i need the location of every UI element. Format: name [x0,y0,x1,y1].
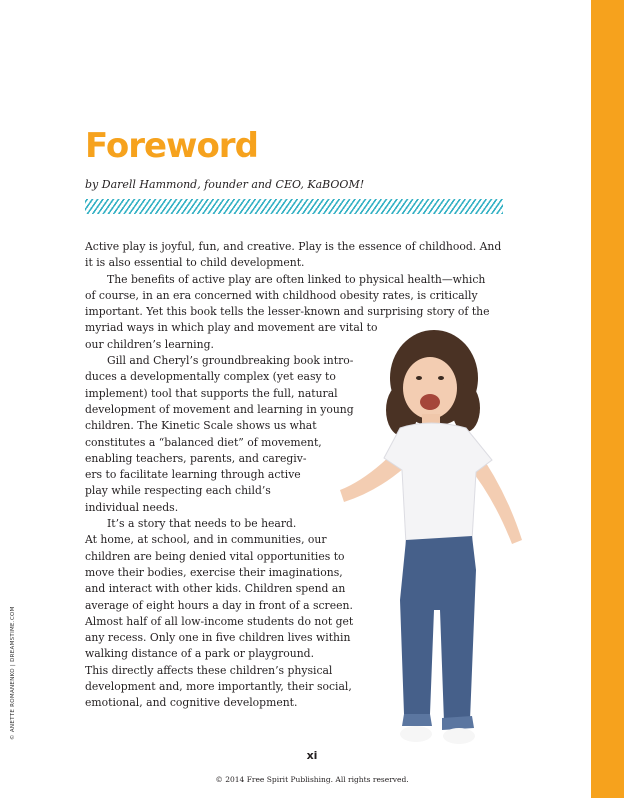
paragraph-line: This directly affects these children’s physical [85,663,333,677]
decorative-hatch-rule [85,199,503,214]
paragraph-line: enabling teachers, parents, and caregiv- [85,451,307,465]
paragraph-line: development of movement and learning in young [85,402,354,416]
paragraph-line: any recess. Only one in five children lives within [85,631,351,645]
paragraph-line: implement) tool that supports the full, natural [85,386,338,400]
paragraph-line: constitutes a “balanced diet” of movement, [85,435,322,449]
byline: by Darell Hammond, founder and CEO, KaBOOM! [85,178,365,191]
paragraph-line: it is also essential to child development. [85,256,305,270]
paragraph-line: development and, more importantly, their social, [85,680,352,694]
page-title: Foreword [85,126,258,166]
orange-accent-bar [591,0,624,798]
paragraph-line: myriad ways in which play and movement are vital to [85,321,378,335]
paragraph-line: of course, in an era concerned with childhood obesity rates, is critically [85,288,478,302]
paragraph-line: duces a developmentally complex (yet easy to [85,370,336,384]
paragraph-line: individual needs. [85,500,179,514]
paragraph-line: play while respecting each child’s [85,484,271,498]
paragraph-line: Gill and Cheryl’s groundbreaking book intro- [107,354,354,368]
paragraph-line: important. Yet this book tells the lesser-known and surprising story of the [85,305,490,319]
paragraph-line: children. The Kinetic Scale shows us what [85,419,317,433]
paragraph-line: walking distance of a park or playground. [85,647,315,661]
paragraph-line: Active play is joyful, fun, and creative. Play is the essence of childhood. And [85,240,502,253]
paragraph-line: At home, at school, and in communities, our [85,533,327,547]
paragraph-line: Almost half of all low-income students do not get [85,614,354,628]
paragraph-line: emotional, and cognitive development. [85,696,298,710]
paragraph-line: It’s a story that needs to be heard. [107,517,297,531]
paragraph-line: children are being denied vital opportunities to [85,549,345,563]
page-number: xi [306,749,318,762]
paragraph-line: average of eight hours a day in front of a screen. [85,598,353,612]
paragraph-line: ers to facilitate learning through active [85,468,301,482]
copyright-notice: © 2014 Free Spirit Publishing. All rights reserved. [215,775,409,784]
photo-credit: © ANETTE ROMANENKO | DREAMSTIME.COM [10,606,16,740]
paragraph-line: The benefits of active play are often linked to physical health—which [107,272,486,286]
paragraph-line: move their bodies, exercise their imaginations, [85,565,343,579]
body-text [85,239,505,712]
paragraph-line: our children’s learning. [85,337,214,351]
paragraph-line: and interact with other kids. Children spend an [85,582,346,596]
